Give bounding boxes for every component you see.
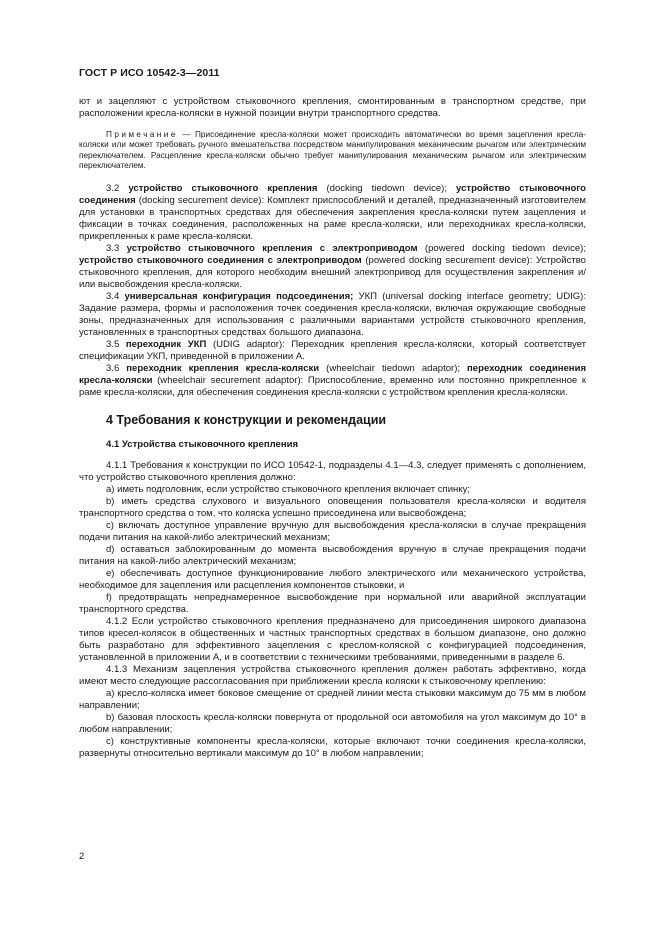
definition-number: 3.4 xyxy=(106,291,125,303)
definition-text: (docking tiedown device); xyxy=(317,183,457,195)
paragraph-4-1-1: 4.1.1 Требования к конструкции по ИСО 10542-1, подразделы 4.1—4.3, следует применять с дополнением, что устройство стыковочного крепления должно: xyxy=(79,460,586,484)
definition-number: 3.2 xyxy=(106,183,129,195)
definition-3-4 xyxy=(79,291,586,339)
definition-text: (powered docking tiedown device); xyxy=(417,243,586,255)
section-heading: 4 Требования к конструкции и рекомендации xyxy=(106,413,387,428)
note-text: — Присоединение кресла-коляски может происходить автоматически во время зацепления кресла-коляски или может требовать ручного вмешательства посредством манипулирования механическим рычагом или электрическим переключателем. Расцепление кресла-коляски обычно требует манипулирования механическим рычагом или электрическим переключателем. xyxy=(79,130,586,170)
definition-term-alt: переходник соединения кресла-коляски xyxy=(79,363,587,387)
document-header: ГОСТ Р ИСО 10542-3—2011 xyxy=(79,67,220,79)
paragraph-4-1-3: 4.1.3 Механизм зацепления устройства стыковочного крепления должен работать эффективно, когда имеют место следующие рассогласования при приближении кресла коляски к стыковочному креплению: xyxy=(79,664,586,688)
list-item: d) оставаться заблокированным до момента высвобождения вручную в случае прекращения подачи питания на какой-либо электрический механизм; xyxy=(79,544,586,568)
definition-3-5 xyxy=(79,339,586,363)
definition-number: 3.6 xyxy=(106,363,127,375)
definition-term-alt: устройство стыковочного соединения xyxy=(79,183,586,207)
list-item: f) предотвращать непреднамеренное высвобождение при нормальной или аварийной эксплуатации транспортного средства. xyxy=(79,592,586,616)
definition-term: устройство стыковочного крепления с электроприводом xyxy=(126,243,418,255)
definition-text: (wheelchair securement adaptor): Приспособление, временно или постоянно прикрепленное к раме кресла-коляски, для обеспечения соединения кресла-коляски с устройством крепления кресла-коляски. xyxy=(79,375,586,399)
definition-text: (wheelchair tiedown adaptor); xyxy=(319,363,468,375)
page-number: 2 xyxy=(79,851,85,862)
definition-3-2 xyxy=(79,183,586,243)
definition-term-alt: устройство стыковочного соединения с электроприводом xyxy=(79,255,362,267)
paragraph-4-1-2: 4.1.2 Если устройство стыковочного крепления предназначено для присоединения широкого диапазона типов кресел-колясок в общественных и частных транспортных средствах в большом диапазоне, оно должно быть разработано для эффективного зацепления с креслом-коляской с конфигурацией подсоединения, установленной в приложении А, и в соответствии с техническими требованиями, приведенными в разделе 6. xyxy=(79,616,586,664)
list-item: e) обеспечивать доступное функционирование любого электрического или механического устройства, необходимое для зацепления или расцепления компонентов стыковки, и xyxy=(79,568,586,592)
definition-text: (docking securement device): Комплект приспособлений и деталей, предназначенный изготовителем для установки в транспортных средствах для обеспечения закрепления кресла-коляски путем зацепления и фиксации в точках соединения, расположенных на раме кресла-коляски, или переходниках кресла-коляски, прикрепленных к раме кресла-коляски. xyxy=(79,195,586,243)
definition-number: 3.3 xyxy=(106,243,127,255)
list-item: a) иметь подголовник, если устройство стыковочного крепления включает спинку; xyxy=(106,484,471,496)
list-item: c) конструктивные компоненты кресла-коляски, которые включают точки соединения кресла-коляски, развернуты относительно вертикали максимум до 10° в любом направлении; xyxy=(79,736,586,760)
list-item: c) включать доступное управление вручную для высвобождения кресла-коляски в случае прекращения подачи питания на какой-либо электрический механизм; xyxy=(79,520,586,544)
definition-text: (powered docking securement device): Устройство стыковочного крепления, для которого необходим внешний электропривод для осуществления закрепления и/или высвобождения кресла-коляски. xyxy=(79,255,586,291)
definition-text: УКП (universal docking interface geometry; UDIG): Задание размера, формы и расположения точек соединения кресла-коляски, включая окружающие свободные зоны, предназначенных для использования с различными вариантами устройств стыковочного крепления, установленных в транспортных средствах большого диапазона. xyxy=(79,291,586,339)
definition-term: переходник УКП xyxy=(125,339,207,351)
definition-term: переходник крепления кресла-коляски xyxy=(126,363,320,375)
definition-term: универсальная конфигурация подсоединения; xyxy=(124,291,354,303)
note-label: Примечание xyxy=(106,130,178,139)
definition-text: (UDIG adaptor): Переходник крепления кресла-коляски, который соответствует спецификации УКП, приведенной в приложении А. xyxy=(79,339,587,363)
definition-3-3 xyxy=(79,243,586,291)
definition-term: устройство стыковочного крепления xyxy=(128,183,318,195)
definition-number: 3.5 xyxy=(106,339,126,351)
list-item: b) базовая плоскость кресла-коляски повернута от продольной оси автомобиля на угол максимум до 10° в любом направлении; xyxy=(79,712,586,736)
list-item: a) кресло-коляска имеет боковое смещение от средней линии места стыковки максимум до 75 мм в любом направлении; xyxy=(79,688,586,712)
subsection-heading: 4.1 Устройства стыковочного крепления xyxy=(106,439,299,451)
list-item: b) иметь средства слухового и визуального оповещения пользователя кресла-коляски и водителя транспортного средства о том, что коляска успешно присоединена или высвобождена; xyxy=(79,496,586,520)
definition-3-6 xyxy=(79,363,586,399)
document-body xyxy=(79,96,586,760)
continuation-paragraph: ют и зацепляют с устройством стыковочного крепления, смонтированным в транспортном средстве, при расположении кресла-коляски в нужной позиции внутри транспортного средства. xyxy=(79,96,586,119)
note-paragraph xyxy=(79,130,586,171)
